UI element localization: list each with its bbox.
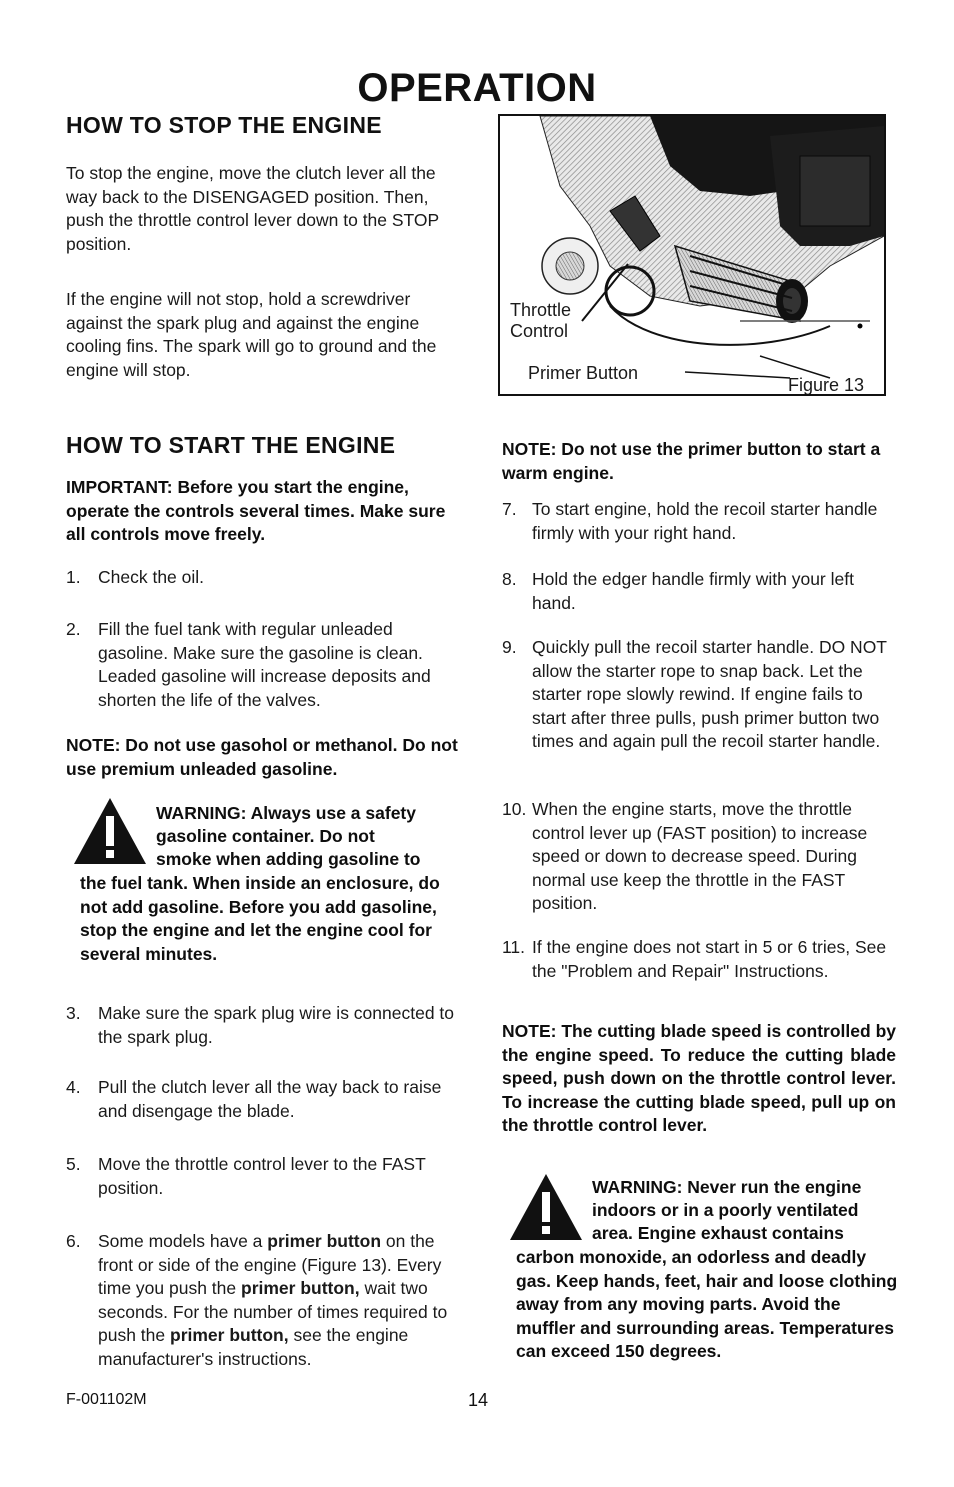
step-1 [66,566,466,590]
primer-button-label: Primer Button [528,363,639,383]
step-4-number: 4. [66,1077,81,1097]
stop-engine-heading: HOW TO STOP THE ENGINE [66,112,382,138]
step-10-text: When the engine starts, move the throttle control lever up (FAST position) to increase speed or down to decrease speed. During normal use keep the throttle in the FAST position. [532,799,868,913]
step-8-number: 8. [502,569,517,589]
step-8-text: Hold the edger handle firmly with your left hand. [532,569,854,613]
throttle-control-label-line2: Control [510,321,569,341]
warning-1-body: the fuel tank. When inside an enclosure, do not add gasoline. Before you add gasoline, stop the engine and let the engine cool for several minutes. [80,873,440,964]
warning-triangle-icon [72,796,148,866]
step-1-text: Check the oil. [98,567,205,587]
step-3-text: Make sure the spark plug wire is connected to the spark plug. [98,1003,455,1047]
step-11-number: 11. [502,937,526,957]
step-3 [66,1002,466,1049]
stop-engine-paragraph-2: If the engine will not stop, hold a screwdriver against the spark plug and against the engine cooling fins. The spark will go to ground and the engine will stop. [66,289,437,380]
step-3-number: 3. [66,1003,81,1023]
warning-2-line-3: area. Engine exhaust contains [592,1223,844,1243]
step-2-text: Fill the fuel tank with regular unleaded gasoline. Make sure the gasoline is clean. Leaded gasoline will increase deposits and shorten the life of the valves. [98,619,431,710]
step-5-number: 5. [66,1154,81,1174]
note-gasohol: NOTE: Do not use gasohol or methanol. Do not use premium unleaded gasoline. [66,735,458,779]
step-7-number: 7. [502,499,517,519]
step-10 [502,798,898,916]
step-1-number: 1. [66,567,81,587]
step-9-text: Quickly pull the recoil starter handle. DO NOT allow the starter rope to snap back. Let the starter rope slowly rewind. If engine fails to start after three pulls, push primer button two times and again pull the recoil starter handle. [532,637,887,751]
start-engine-heading: HOW TO START THE ENGINE [66,432,396,458]
warning-1-line-1: WARNING: Always use a safety [156,803,416,823]
warning-1-line-2: gasoline container. Do not [156,826,375,846]
note-primer-warm-engine: NOTE: Do not use the primer button to start a warm engine. [502,439,881,483]
step-6-number: 6. [66,1231,81,1251]
engine-illustration [500,116,884,394]
primer-button-illustration [542,238,598,294]
page-title: OPERATION [357,66,597,110]
step-11-text: If the engine does not start in 5 or 6 tries, See the "Problem and Repair" Instructions. [532,937,887,981]
document-code: F-001102M [66,1391,147,1408]
step-8 [502,568,898,615]
throttle-control-label-line1: Throttle [510,300,572,320]
step-9 [502,636,898,754]
step-2 [66,618,466,712]
figure-13-engine-controls [498,114,886,396]
primer-button-term: primer button, [241,1278,360,1298]
step-5 [66,1153,466,1200]
primer-button-term: primer button [267,1231,382,1251]
step-2-number: 2. [66,619,81,639]
step-5-text: Move the throttle control lever to the FAST position. [98,1154,426,1198]
step-7-text: To start engine, hold the recoil starter handle firmly with your right hand. [532,499,878,543]
warning-2-line-2: indoors or in a poorly ventilated [592,1200,859,1220]
step-10-number: 10. [502,799,527,819]
warning-1-line-3: smoke when adding gasoline to [156,849,421,869]
warning-triangle-icon [508,1172,584,1242]
warning-2-body: carbon monoxide, an odorless and deadly gas. Keep hands, feet, hair and loose clothing away from any moving parts. Avoid the muffler and surrounding areas. Temperatures can exceed 150 degrees. [516,1247,898,1361]
step-6 [66,1230,466,1371]
step-6-text: Some models have a primer button on the front or side of the engine (Figure 13). Every time you push the primer button, wait two seconds. For the number of times required to push the primer button, see the engine manufacturer's instructions. [98,1231,448,1369]
step-7 [502,498,898,545]
warning-2-line-1: WARNING: Never run the engine [592,1177,862,1197]
figure-caption: Figure 13 [788,375,865,395]
step-11 [502,936,898,983]
note-blade-speed: NOTE: The cutting blade speed is controlled by the engine speed. To reduce the cutting blade speed, push down on the throttle control lever. To increase the cutting blade speed, pull up on the throttle control lever. [502,1021,896,1135]
step-9-number: 9. [502,637,517,657]
stop-engine-paragraph-1: To stop the engine, move the clutch lever all the way back to the DISENGAGED position. Then, push the throttle control lever down to the STOP position. [66,163,439,254]
step-4-text: Pull the clutch lever all the way back to raise and disengage the blade. [98,1077,442,1121]
step-4 [66,1076,466,1123]
primer-button-term: primer button, [170,1325,289,1345]
important-note: IMPORTANT: Before you start the engine, operate the controls several times. Make sure all controls move freely. [66,477,446,544]
page-number: 14 [468,1390,489,1410]
